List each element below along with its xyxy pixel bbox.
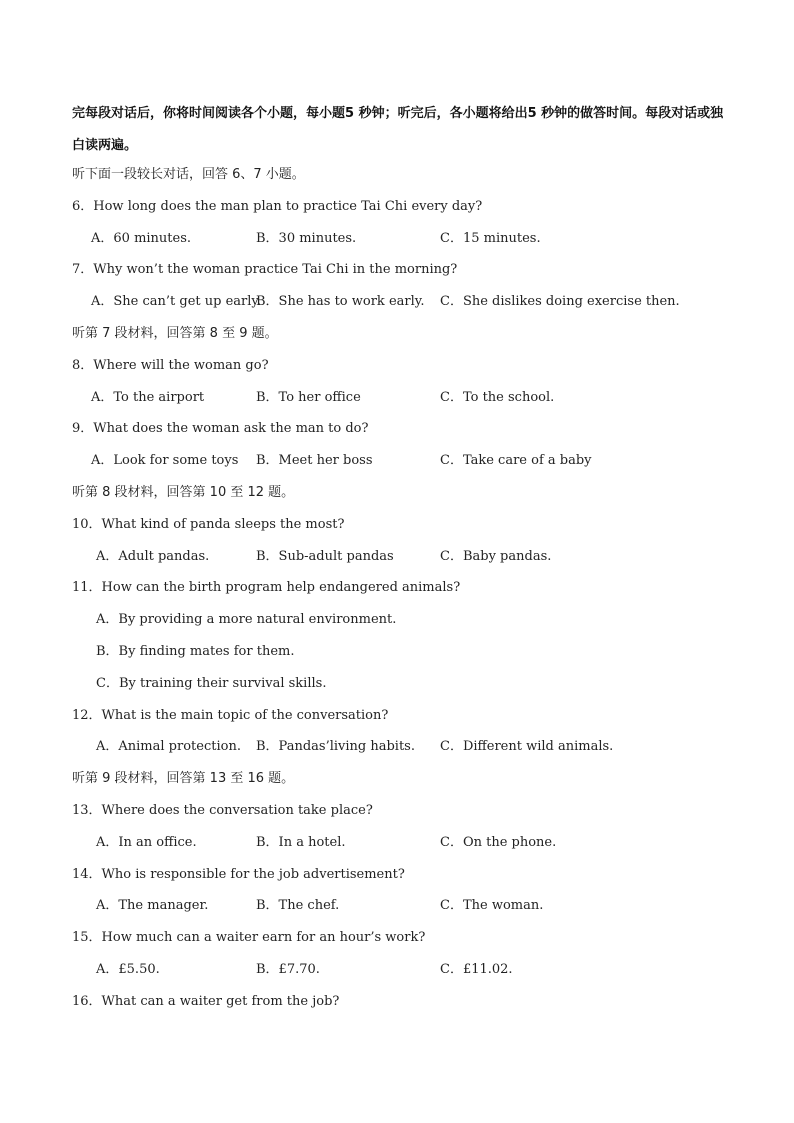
question-12: 12．What is the main topic of the conversation? [72,708,389,723]
question-16: 16．What can a waiter get from the job? [72,994,340,1009]
section-heading-2: 听第 7 段材料，回答第 8 至 9 题。 [72,326,278,341]
question-13: 13．Where does the conversation take place? [72,803,373,818]
q11-option-b: B．By finding mates for them. [96,644,295,659]
question-10: 10．What kind of panda sleeps the most? [72,517,345,532]
q11-option-a: A．By providing a more natural environment. [96,612,397,627]
instructions-paragraph: 完每段对话后，你将时间阅读各个小题，每小题5 秒钟；听完后，各小题将给出5 秒钟的做答时间。每段对话或独白读两遍。 [72,106,724,153]
q15-option-a: A．£5.50. [96,962,160,977]
question-15: 15．How much can a waiter earn for an hour’s work? [72,930,426,945]
question-6: 6．How long does the man plan to practice Tai Chi every day? [72,199,483,214]
question-8: 8．Where will the woman go? [72,358,269,373]
q9-option-b: B．Meet her boss [256,453,373,468]
section-heading-4: 听第 9 段材料，回答第 13 至 16 题。 [72,771,295,786]
q11-option-c: C．By training their survival skills. [96,676,327,691]
q7-option-b: B．She has to work early. [256,294,425,309]
q14-option-b: B．The chef. [256,898,340,913]
question-14: 14．Who is responsible for the job advertisement? [72,867,405,882]
q7-option-a: A．She can’t get up early. [91,294,262,309]
q6-option-c: C．15 minutes. [440,231,541,246]
q10-option-a: A．Adult pandas. [96,549,210,564]
q9-option-c: C．Take care of a baby [440,453,592,468]
q13-option-b: B．In a hotel. [256,835,346,850]
q8-option-b: B．To her office [256,390,361,405]
q13-option-a: A．In an office. [96,835,197,850]
q13-option-c: C．On the phone. [440,835,557,850]
q14-option-c: C．The woman. [440,898,544,913]
q10-option-c: C．Baby pandas. [440,549,552,564]
q12-option-b: B．Pandas’living habits. [256,739,415,754]
q10-option-b: B．Sub-adult pandas [256,549,394,564]
q15-option-b: B．£7.70. [256,962,320,977]
q6-option-a: A．60 minutes. [91,231,192,246]
question-7: 7．Why won’t the woman practice Tai Chi in the morning? [72,262,458,277]
q9-option-a: A．Look for some toys [91,453,239,468]
q6-option-b: B．30 minutes. [256,231,357,246]
q14-option-a: A．The manager. [96,898,209,913]
q7-option-c: C．She dislikes doing exercise then. [440,294,680,309]
q8-option-a: A．To the airport [91,390,205,405]
q15-option-c: C．£11.02. [440,962,513,977]
q12-option-a: A．Animal protection. [96,739,241,754]
section-heading-1: 听下面一段较长对话，回答 6、7 小题。 [72,167,305,182]
q12-option-c: C．Different wild animals. [440,739,614,754]
q8-option-c: C．To the school. [440,390,555,405]
section-heading-3: 听第 8 段材料，回答第 10 至 12 题。 [72,485,295,500]
question-9: 9．What does the woman ask the man to do? [72,421,369,436]
question-11: 11．How can the birth program help endangered animals? [72,580,461,595]
